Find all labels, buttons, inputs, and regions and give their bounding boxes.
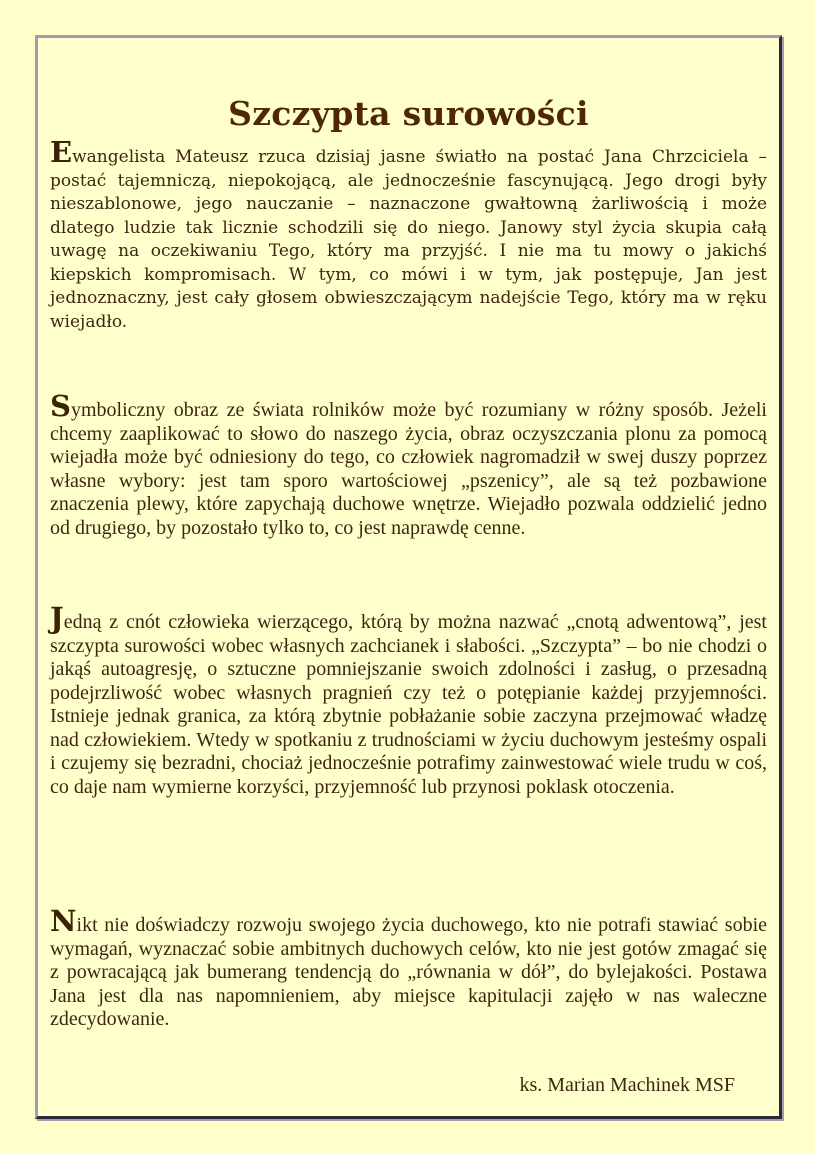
author-signature: ks. Marian Machinek MSF: [519, 1074, 735, 1096]
article-frame: [35, 35, 782, 1119]
paragraph-text: ymboliczny obraz ze świata rolników może być rozumiany w różny sposób. Jeżeli chcemy zaaplikować to słowo do naszego życia, obraz oczyszczania plonu za pomocą wiejadła może być odniesiony do tego, co człowiek nagromadził w swej duszy poprzez własne wybory: jest tam sporo wartościowej „pszenicy”, ale są też pozbawione znaczenia plewy, które zapychają duchowe wnętrze. Wiejadło pozwala oddzielić jedno od drugiego, by pozostało tylko to, co jest naprawdę cenne.: [50, 399, 767, 539]
drop-cap: N: [50, 904, 77, 938]
paragraph-text: ikt nie doświadczy rozwoju swojego życia duchowego, kto nie potrafi stawiać sobie wymagań, wyznaczać sobie ambitnych duchowych celów, kto nie jest gotów zmagać się z powracającą jak bumerang tendencją do „równania w dół”, do bylejakości. Postawa Jana jest dla nas napomnieniem, aby miejsce kapitulacji zajęło w nas waleczne zdecydowanie.: [50, 914, 767, 1030]
drop-cap: E: [50, 135, 73, 169]
paragraph-2: [50, 389, 767, 540]
paragraph-4: [50, 904, 767, 1032]
paragraph-1: [50, 135, 767, 334]
paragraph-3: [50, 601, 767, 799]
article-title: Szczypta surowości: [228, 94, 589, 134]
drop-cap: S: [50, 389, 71, 423]
paragraph-text: wangelista Mateusz rzuca dzisiaj jasne światło na postać Jana Chrzciciela – postać tajemniczą, niepokojącą, ale jednocześnie fascynującą. Jego drogi były nieszablonowe, jego nauczanie – naznaczone gwałtowną żarliwością i może dlatego ludzie tak licznie schodzili się do niego. Janowy styl życia skupia całą uwagę na oczekiwaniu Tego, który ma przyjść. I nie ma tu mowy o jakichś kiepskich kompromisach. W tym, co mówi i w tym, jak postępuje, Jan jest jednoznaczny, jest cały głosem obwieszczającym nadejście Tego, który ma w ręku wiejadło.: [50, 147, 767, 332]
drop-cap: J: [50, 601, 64, 635]
paragraph-text: edną z cnót człowieka wierzącego, którą by można nazwać „cnotą adwentową”, jest szczypta surowości wobec własnych zachcianek i słabości. „Szczypta” – bo nie chodzi o jakąś autoagresję, o sztuczne pomniejszanie swoich zdolności i zasług, o przesadną podejrzliwość wobec własnych pragnień czy też o potępianie każdej przyjemności. Istnieje jednak granica, za którą zbytnie pobłażanie sobie zaczyna przejmować władzę nad człowiekiem. Wtedy w spotkaniu z trudnościami w życiu duchowym jesteśmy ospali i czujemy się bezradni, chociaż jednocześnie potrafimy zainwestować wiele trudu w coś, co daje nam wymierne korzyści, przyjemność lub przynosi poklask otoczenia.: [50, 611, 767, 798]
